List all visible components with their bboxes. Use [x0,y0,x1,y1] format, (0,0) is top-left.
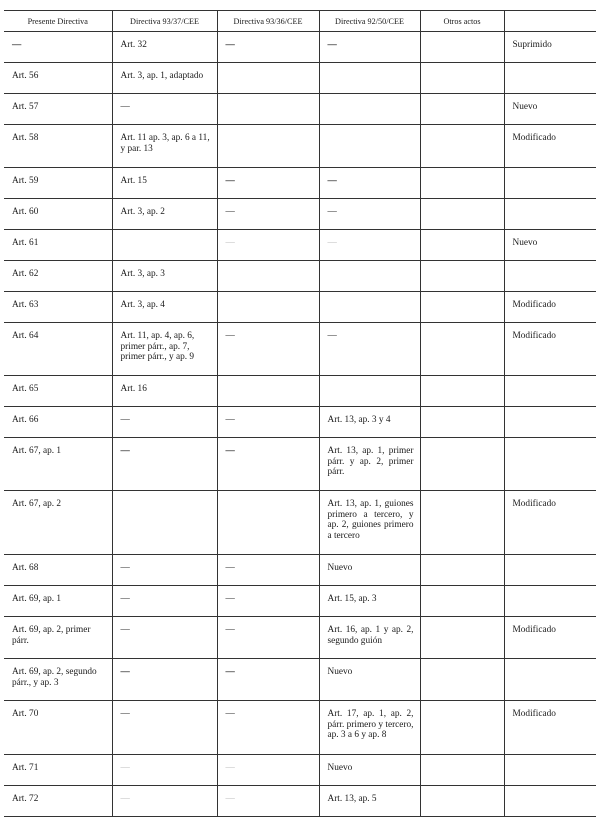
directiva-93-37-cell: — [112,407,217,438]
otros-actos-cell [420,125,504,168]
status-cell [504,755,596,786]
status-cell [504,376,596,407]
directiva-93-37-cell: Art. 16 [112,376,217,407]
table-row [4,786,596,817]
directiva-92-50-cell: — [319,168,420,199]
directiva-93-37-cell: — [112,586,217,617]
otros-actos-cell [420,701,504,755]
directiva-93-36-cell: — [217,438,319,491]
directiva-92-50-cell: Art. 15, ap. 3 [319,586,420,617]
table-row [4,323,596,376]
directiva-92-50-cell: — [319,323,420,376]
directiva-93-37-cell: Art. 3, ap. 4 [112,292,217,323]
table-row [4,376,596,407]
directiva-93-37-cell: Art. 15 [112,168,217,199]
directiva-92-50-cell [319,94,420,125]
directiva-93-37-cell: — [112,701,217,755]
otros-actos-cell [420,659,504,701]
status-cell [504,438,596,491]
status-cell: Modificado [504,323,596,376]
directiva-93-37-cell: Art. 3, ap. 2 [112,199,217,230]
directiva-92-50-cell [319,292,420,323]
otros-actos-cell [420,168,504,199]
otros-actos-cell [420,292,504,323]
table-row [4,261,596,292]
directiva-93-37-cell [112,230,217,261]
table-row [4,755,596,786]
status-cell [504,659,596,701]
presente-directiva-cell: Art. 67, ap. 2 [4,491,112,555]
directiva-93-37-cell: Art. 3, ap. 3 [112,261,217,292]
directiva-93-37-cell: Art. 32 [112,32,217,63]
otros-actos-cell [420,94,504,125]
directiva-93-36-cell [217,63,319,94]
directiva-92-50-cell: Nuevo [319,755,420,786]
status-cell [504,407,596,438]
directiva-93-36-cell [217,94,319,125]
status-cell [504,168,596,199]
col-header-directiva-92-50: Directiva 92/50/CEE [319,11,420,32]
table-row [4,701,596,755]
directiva-93-36-cell [217,376,319,407]
presente-directiva-cell: Art. 63 [4,292,112,323]
status-cell [504,555,596,586]
presente-directiva-cell: Art. 61 [4,230,112,261]
status-cell [504,261,596,292]
col-header-directiva-93-36: Directiva 93/36/CEE [217,11,319,32]
table-row [4,168,596,199]
table-row [4,555,596,586]
status-cell: Modificado [504,701,596,755]
table-body [4,32,596,817]
directiva-93-37-cell: Art. 11, ap. 4, ap. 6, primer párr., ap. 7, primer párr., y ap. 9 [112,323,217,376]
presente-directiva-cell: Art. 58 [4,125,112,168]
otros-actos-cell [420,376,504,407]
presente-directiva-cell: Art. 69, ap. 2, segundo párr., y ap. 3 [4,659,112,701]
table-row [4,63,596,94]
otros-actos-cell [420,261,504,292]
col-header-directiva-93-37: Directiva 93/37/CEE [112,11,217,32]
table-row [4,438,596,491]
status-cell: Modificado [504,292,596,323]
status-cell: Nuevo [504,94,596,125]
directiva-92-50-cell [319,63,420,94]
presente-directiva-cell: Art. 60 [4,199,112,230]
directiva-92-50-cell: Art. 13, ap. 1, guiones primero a tercero, y ap. 2, guiones primero a tercero [319,491,420,555]
table-row [4,586,596,617]
correlation-table [4,10,596,817]
presente-directiva-cell: — [4,32,112,63]
otros-actos-cell [420,407,504,438]
otros-actos-cell [420,63,504,94]
directiva-93-36-cell [217,292,319,323]
directiva-92-50-cell: Nuevo [319,659,420,701]
otros-actos-cell [420,617,504,659]
presente-directiva-cell: Art. 64 [4,323,112,376]
status-cell: Nuevo [504,230,596,261]
col-header-status [504,11,596,32]
status-cell: Modificado [504,125,596,168]
table-row [4,617,596,659]
status-cell: Modificado [504,491,596,555]
table-row [4,94,596,125]
table-row [4,125,596,168]
directiva-92-50-cell: Art. 13, ap. 5 [319,786,420,817]
directiva-92-50-cell [319,261,420,292]
presente-directiva-cell: Art. 56 [4,63,112,94]
directiva-93-37-cell: — [112,555,217,586]
status-cell [504,63,596,94]
presente-directiva-cell: Art. 59 [4,168,112,199]
directiva-93-36-cell: — [217,323,319,376]
directiva-92-50-cell: Art. 16, ap. 1 y ap. 2, segundo guión [319,617,420,659]
table-row [4,491,596,555]
directiva-93-36-cell: — [217,659,319,701]
directiva-92-50-cell [319,125,420,168]
directiva-93-36-cell: — [217,199,319,230]
directiva-93-36-cell: — [217,617,319,659]
directiva-93-36-cell: — [217,586,319,617]
otros-actos-cell [420,199,504,230]
directiva-92-50-cell: Art. 13, ap. 3 y 4 [319,407,420,438]
directiva-92-50-cell: Nuevo [319,555,420,586]
presente-directiva-cell: Art. 70 [4,701,112,755]
directiva-93-37-cell: — [112,438,217,491]
table-row [4,32,596,63]
otros-actos-cell [420,555,504,586]
otros-actos-cell [420,755,504,786]
directiva-93-36-cell [217,261,319,292]
table-row [4,199,596,230]
directiva-93-37-cell: — [112,755,217,786]
table-row [4,407,596,438]
col-header-presente-directiva: Presente Directiva [4,11,112,32]
presente-directiva-cell: Art. 69, ap. 1 [4,586,112,617]
directiva-93-36-cell: — [217,407,319,438]
directiva-92-50-cell: — [319,32,420,63]
directiva-93-36-cell: — [217,701,319,755]
directiva-93-36-cell: — [217,32,319,63]
directiva-93-36-cell [217,491,319,555]
otros-actos-cell [420,491,504,555]
presente-directiva-cell: Art. 71 [4,755,112,786]
directiva-93-37-cell: — [112,659,217,701]
table-row [4,659,596,701]
otros-actos-cell [420,586,504,617]
presente-directiva-cell: Art. 69, ap. 2, primer párr. [4,617,112,659]
directiva-92-50-cell [319,376,420,407]
presente-directiva-cell: Art. 57 [4,94,112,125]
presente-directiva-cell: Art. 66 [4,407,112,438]
presente-directiva-cell: Art. 67, ap. 1 [4,438,112,491]
table-row [4,292,596,323]
correlation-table-page [4,10,596,817]
header-row [4,11,596,32]
status-cell [504,786,596,817]
col-header-otros-actos: Otros actos [420,11,504,32]
directiva-93-37-cell [112,491,217,555]
directiva-93-36-cell: — [217,168,319,199]
status-cell: Suprimido [504,32,596,63]
directiva-93-37-cell: — [112,617,217,659]
directiva-92-50-cell: Art. 17, ap. 1, ap. 2, párr. primero y tercero, ap. 3 a 6 y ap. 8 [319,701,420,755]
otros-actos-cell [420,786,504,817]
directiva-92-50-cell: Art. 13, ap. 1, primer párr. y ap. 2, primer párr. [319,438,420,491]
directiva-92-50-cell: — [319,199,420,230]
otros-actos-cell [420,230,504,261]
presente-directiva-cell: Art. 65 [4,376,112,407]
presente-directiva-cell: Art. 72 [4,786,112,817]
directiva-93-37-cell: — [112,94,217,125]
directiva-92-50-cell: — [319,230,420,261]
otros-actos-cell [420,438,504,491]
presente-directiva-cell: Art. 68 [4,555,112,586]
directiva-93-36-cell: — [217,755,319,786]
directiva-93-37-cell: — [112,786,217,817]
directiva-93-36-cell [217,125,319,168]
directiva-93-36-cell: — [217,555,319,586]
table-row [4,230,596,261]
status-cell: Modificado [504,617,596,659]
otros-actos-cell [420,323,504,376]
directiva-93-36-cell: — [217,786,319,817]
status-cell [504,199,596,230]
presente-directiva-cell: Art. 62 [4,261,112,292]
directiva-93-37-cell: Art. 11 ap. 3, ap. 6 a 11, y par. 13 [112,125,217,168]
directiva-93-36-cell: — [217,230,319,261]
status-cell [504,586,596,617]
otros-actos-cell [420,32,504,63]
directiva-93-37-cell: Art. 3, ap. 1, adaptado [112,63,217,94]
